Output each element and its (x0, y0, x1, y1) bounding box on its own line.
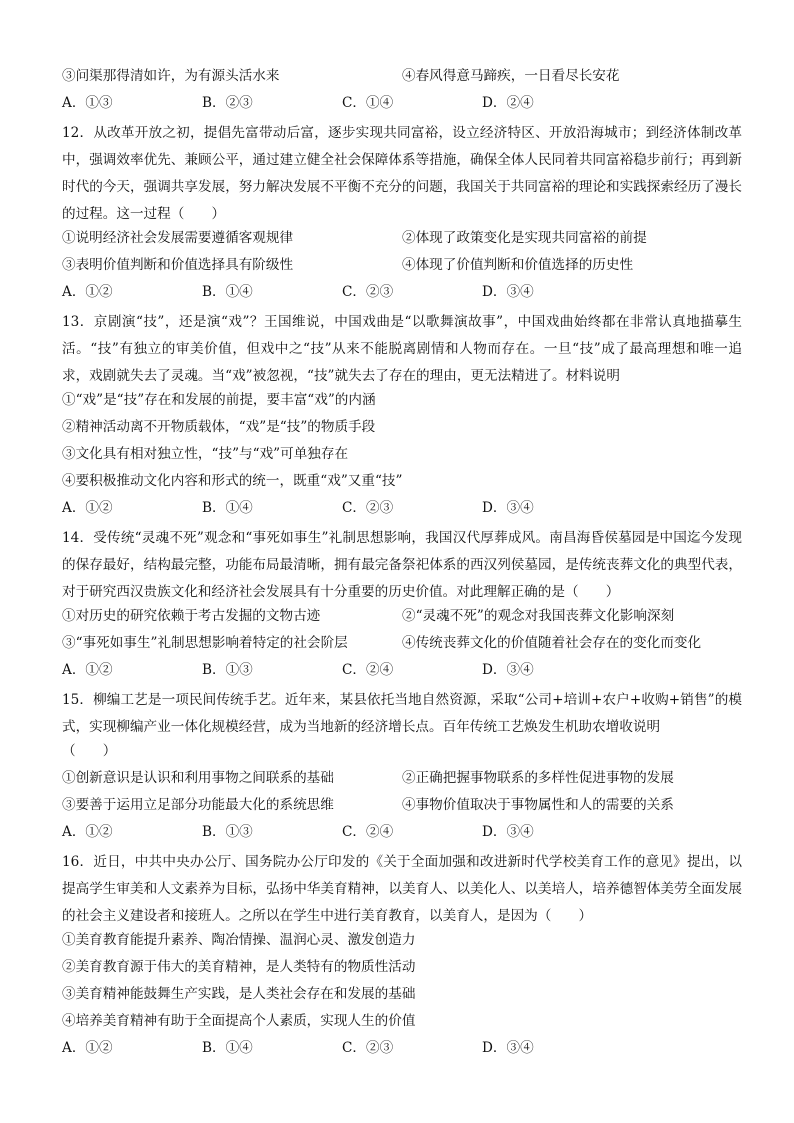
q15-choice-d: D．③④ (482, 824, 534, 840)
q13-option-1: ①“戏”是“技”存在和发展的前提，要丰富“戏”的内涵 (62, 392, 376, 408)
q13-option-3: ③文化具有相对独立性，“技”与“戏”可单独存在 (62, 446, 349, 462)
q12-option-4: ④体现了价值判断和价值选择的历史性 (402, 257, 634, 273)
q12-choice-d: D．③④ (482, 284, 534, 300)
q13-option-2: ②精神活动离不开物质载体，“戏”是“技”的物质手段 (62, 419, 376, 435)
q16-choices (62, 1038, 742, 1065)
q15-choices (62, 822, 742, 849)
q13-choices (62, 498, 742, 525)
q11-choice-d: D．②④ (482, 95, 534, 111)
q16-option-2: ②美育教育源于伟大的美育精神，是人类特有的物质性活动 (62, 959, 416, 975)
q15-option-4: ④事物价值取决于事物属性和人的需要的关系 (402, 797, 674, 813)
q12-option-2: ②体现了政策变化是实现共同富裕的前提 (402, 230, 647, 246)
q16-choice-d: D．③④ (482, 1040, 534, 1056)
q16-choice-c: C．②③ (342, 1040, 394, 1056)
exam-page (62, 66, 742, 1065)
q14-stem: 14．受传统“灵魂不死”观念和“事死如事生”礼制思想影响，我国汉代厚葬成风。南昌海昏侯墓园是中国迄今发现的保存最好，结构最完整，功能布局最清晰，拥有最完备祭祀体系的西汉列侯墓园，是传统丧葬文化的典型代表，对于研究西汉贵族文化和经济社会发展具有十分重要的历史价值。对此理解正确的是（ ） (62, 530, 742, 600)
q11-choice-a: A．①③ (62, 95, 113, 111)
q13-choice-b: B．①④ (202, 500, 253, 516)
q16-stem: 16．近日，中共中央办公厅、国务院办公厅印发的《关于全面加强和改进新时代学校美育工作的意见》提出，以提高学生审美和人文素养为目标，弘扬中华美育精神，以美育人、以美化人、以美培人，培养德智体美劳全面发展的社会主义建设者和接班人。之所以在学生中进行美育教育，以美育人，是因为（ ） (62, 854, 742, 924)
q16-choice-b: B．①④ (202, 1040, 253, 1056)
q15-option-2: ②正确把握事物联系的多样性促进事物的发展 (402, 770, 674, 786)
q14-choice-b: B．①③ (202, 662, 253, 678)
q14-choices (62, 660, 742, 687)
q14-option-3: ③“事死如事生”礼制思想影响着特定的社会阶层 (62, 635, 348, 651)
q16-option-4: ④培养美育精神有助于全面提高个人素质，实现人生的价值 (62, 1013, 416, 1029)
q12-option-3: ③表明价值判断和价值选择具有阶级性 (62, 257, 294, 273)
q14-choice-d: D．③④ (482, 662, 534, 678)
q15-option-1: ①创新意识是认识和利用事物之间联系的基础 (62, 770, 334, 786)
q13-choice-c: C．②③ (342, 500, 394, 516)
q13-option-4: ④要积极推动文化内容和形式的统一，既重“戏”又重“技” (62, 473, 403, 489)
q11-options-row (62, 66, 742, 93)
q11-choice-b: B．②③ (202, 95, 253, 111)
q12-options-row-1 (62, 228, 742, 255)
q14-options-row-2 (62, 633, 742, 660)
q16-option-1: ①美育教育能提升素养、陶冶情操、温润心灵、激发创造力 (62, 932, 416, 948)
q14-choice-c: C．②④ (342, 662, 394, 678)
q15-stem: 15．柳编工艺是一项民间传统手艺。近年来，某县依托当地自然资源，采取“公司+培训+农户+收购+销售”的模式，实现柳编产业一体化规模经营，成为当地新的经济增长点。百年传统工艺焕发生机助农增收说明 (62, 692, 742, 735)
q13-choice-a: A．①② (62, 500, 113, 516)
q11-option-4: ④春风得意马蹄疾，一日看尽长安花 (402, 68, 620, 84)
q14-option-2: ②“灵魂不死”的观念对我国丧葬文化影响深刻 (402, 608, 675, 624)
q13-stem: 13．京剧演“技”，还是演“戏”？王国维说，中国戏曲是“以歌舞演故事”，中国戏曲始终都在非常认真地描摹生活。“技”有独立的审美价值，但戏中之“技”从来不能脱离剧情和人物而存在。一旦“技”成了最高理想和唯一追求，戏剧就失去了灵魂。当“戏”被忽视，“技”就失去了存在的理由，更无法精进了。材料说明 (62, 314, 742, 384)
q11-option-3: ③问渠那得清如许，为有源头活水来 (62, 68, 280, 84)
q14-choice-a: A．①② (62, 662, 113, 678)
q15-choice-b: B．①③ (202, 824, 253, 840)
q15-options-row-2 (62, 795, 742, 822)
q16-option-3: ③美育精神能鼓舞生产实践，是人类社会存在和发展的基础 (62, 986, 416, 1002)
q16-choice-a: A．①② (62, 1040, 113, 1056)
q12-stem: 12．从改革开放之初，提倡先富带动后富，逐步实现共同富裕，设立经济特区、开放沿海城市；到经济体制改革中，强调效率优先、兼顾公平，通过建立健全社会保障体系等措施，确保全体人民同着共同富裕稳步前行；再到新时代的今天，强调共享发展，努力解决发展不平衡不充分的问题，我国关于共同富裕的理论和实践探索经历了漫长的过程。这一过程（ ） (62, 125, 742, 222)
q15-option-3: ③要善于运用立足部分功能最大化的系统思维 (62, 797, 334, 813)
q12-option-1: ①说明经济社会发展需要遵循客观规律 (62, 230, 294, 246)
q12-choice-c: C．②③ (342, 284, 394, 300)
q12-choice-b: B．①④ (202, 284, 253, 300)
q14-option-4: ④传统丧葬文化的价值随着社会存在的变化而变化 (402, 635, 702, 651)
q11-choice-c: C．①④ (342, 95, 394, 111)
q14-options-row-1 (62, 606, 742, 633)
q12-choice-a: A．①② (62, 284, 113, 300)
q15-options-row-1 (62, 768, 742, 795)
q12-options-row-2 (62, 255, 742, 282)
q15-answer-paren: （ ） (62, 743, 117, 759)
q13-choice-d: D．③④ (482, 500, 534, 516)
q12-choices (62, 282, 742, 309)
q15-choice-c: C．②④ (342, 824, 394, 840)
q15-choice-a: A．①② (62, 824, 113, 840)
q11-choices (62, 93, 742, 120)
q14-option-1: ①对历史的研究依赖于考古发掘的文物古迹 (62, 608, 321, 624)
